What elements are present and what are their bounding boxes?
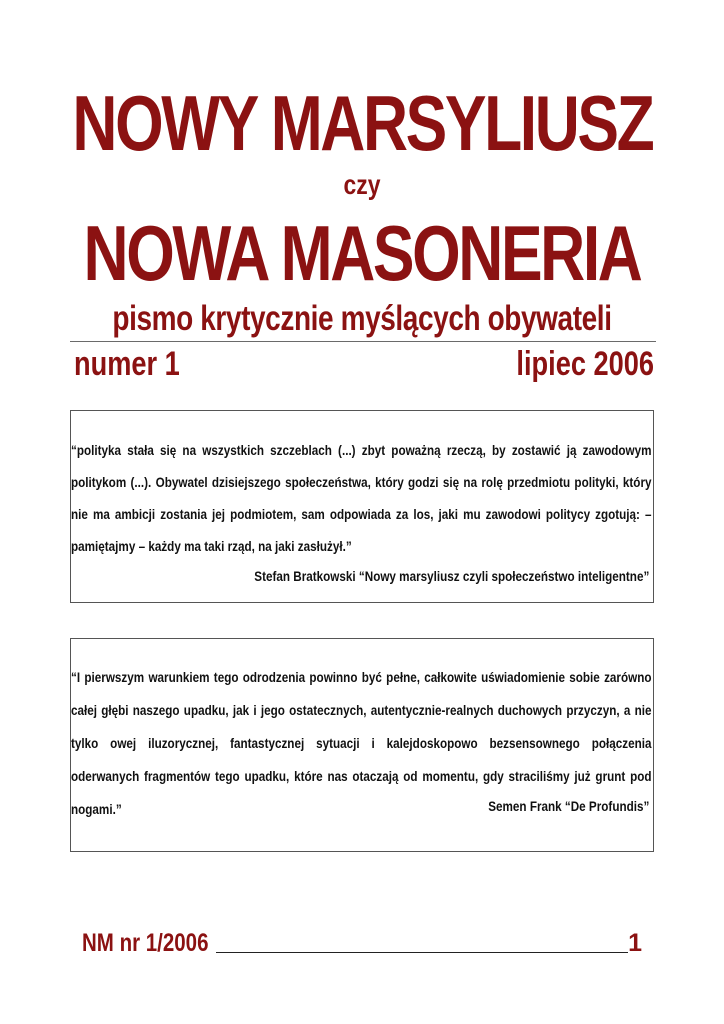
quote-text: “polityka stała się na wszystkich szczeblach (...) zbyt poważną rzeczą, by zostawić ją zawodowym politykom (...). Obywatel dzisiejszego społeczeństwa, który godzi się na rolę przedmiotu polityki, który nie ma ambicji zostania jej podmiotem, sam odpowiada za los, jaki mu zawodowi politycy zgotują: – pamiętajmy – każdy ma taki rząd, na jaki zasłużył.” xyxy=(71,443,652,554)
quote-text: “I pierwszym warunkiem tego odrodzenia powinno być pełne, całkowite uświadomienie sobie zarówno całej głębi naszego upadku, jak i jego ostatecznych, autentycznie-realnych duchowych przyczyn, a nie tylko owej iluzorycznej, fantastycznej sytuacji i kalejdoskopowo bezsensownego połączenia oderwanych fragmentów tego upadku, które nas otaczają od momentu, gdy straciliśmy już grunt pod nogami.” xyxy=(71,670,652,817)
quote-box-frank xyxy=(70,638,654,852)
issue-date: lipiec 2006 xyxy=(516,345,654,383)
page-footer xyxy=(82,925,642,961)
footer-issue-label: NM nr 1/2006 xyxy=(82,929,209,957)
quote-box-bratkowski xyxy=(70,410,654,603)
quote-source: Stefan Bratkowski “Nowy marsyliusz czyli społeczeństwo inteligentne” xyxy=(254,569,649,584)
quote-source: Semen Frank “De Profundis” xyxy=(487,799,649,814)
title-line-1: NOWY MARSYLIUSZ xyxy=(72,79,653,167)
footer-rule xyxy=(216,952,628,953)
title-line-2: NOWA MASONERIA xyxy=(83,209,641,297)
subtitle: pismo krytycznie myślących obywateli xyxy=(112,299,612,338)
issue-number: numer 1 xyxy=(74,345,180,383)
footer-page-number: 1 xyxy=(628,929,642,957)
title-conjunction: czy xyxy=(343,169,381,200)
